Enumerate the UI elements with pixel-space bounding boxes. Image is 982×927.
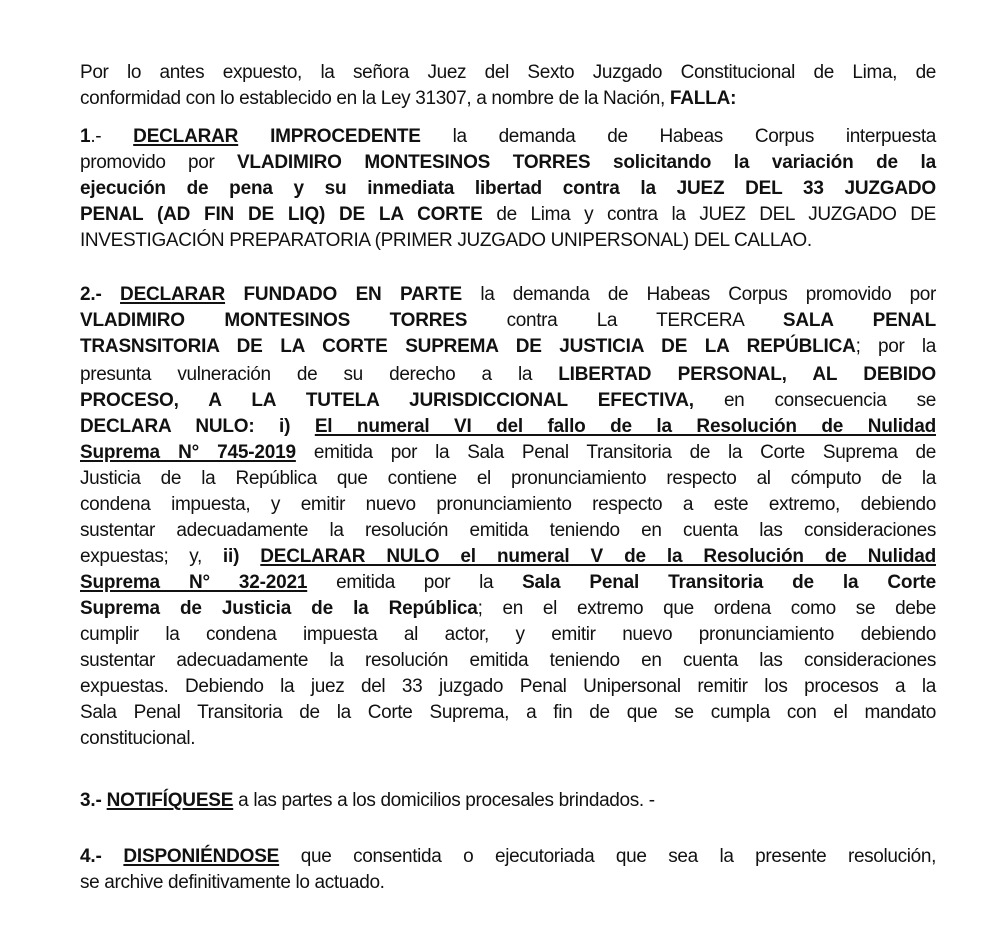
item2-line-14 (80, 622, 936, 648)
item1-bold-text: ejecución de pena y su inmediata libertad contra la JUEZ DEL 33 JUZGADO (80, 178, 936, 199)
item4-text: que consentida o ejecutoriada que sea la presente resolución, (279, 846, 936, 867)
item2-line-1 (80, 282, 936, 308)
item4-line-1 (80, 844, 936, 870)
item2-text: sustentar adecuadamente la resolución emitida teniendo en cuenta las consideraciones (80, 520, 936, 541)
item1-line-4 (80, 202, 936, 228)
item1-separator: .- (90, 126, 134, 147)
item2-text: cumplir la condena impuesta al actor, y emitir nuevo pronunciamiento debiendo (80, 624, 936, 645)
item2-bold-text: Sala Penal Transitoria de la Corte (522, 572, 937, 593)
item2-text: condena impuesta, y emitir nuevo pronunciamiento respecto a este extremo, debiendo (80, 494, 936, 515)
item4-verb: DISPONIÉNDOSE (123, 846, 280, 867)
item2-line-17 (80, 700, 936, 726)
item2-text: ; por la (855, 336, 936, 357)
item2-line-5 (80, 388, 936, 414)
item2-ruling: FUNDADO EN PARTE (225, 284, 463, 305)
item2-line-11 (80, 544, 936, 570)
item2-line-10 (80, 518, 936, 544)
resolution-32-2021: Suprema N° 32-2021 (80, 572, 308, 593)
item1-line-1 (80, 124, 936, 150)
item1-verb: DECLARAR (133, 126, 239, 147)
item2-text: expuestas; y, (80, 546, 223, 567)
item2-bold-text: LIBERTAD PERSONAL, AL DEBIDO (558, 364, 936, 385)
item1-ruling: IMPROCEDENTE (270, 126, 421, 147)
item1-text: promovido por (80, 152, 237, 173)
intro-text: Por lo antes expuesto, la señora Juez del Sexto Juzgado Constitucional de Lima, de (80, 62, 936, 83)
item2-line-3 (80, 334, 936, 360)
item1-text: INVESTIGACIÓN PREPARATORIA (PRIMER JUZGADO UNIPERSONAL) DEL CALLAO. (80, 230, 812, 251)
item2-text: emitida por la Sala Penal Transitoria de la Corte Suprema de (295, 442, 936, 463)
item2-line-7 (80, 440, 936, 466)
item2-text: emitida por la (307, 572, 523, 593)
item1-bold-text: VLADIMIRO MONTESINOS TORRES solicitando la variación de la (236, 152, 936, 173)
intro-line-2 (80, 86, 936, 112)
item2-text: Justicia de la República que contiene el pronunciamiento respecto al cómputo de la (80, 468, 936, 489)
item3-number: 3.- (80, 790, 107, 811)
item2-bold-text: VLADIMIRO MONTESINOS TORRES (80, 310, 468, 331)
item2-text: Sala Penal Transitoria de la Corte Suprema, a fin de que se cumpla con el mandato (80, 702, 936, 723)
item2-bold-text: DECLARA NULO: i) (80, 416, 315, 437)
item3-text: a las partes a los domicilios procesales brindados. - (233, 790, 655, 811)
item2-line-4 (80, 362, 936, 388)
item2-text: constitucional. (80, 728, 196, 749)
item2-line-8 (80, 466, 936, 492)
item1-line-3 (80, 176, 936, 202)
item2-line-12 (80, 570, 936, 596)
item2-text: en consecuencia se (693, 390, 936, 411)
item2-line-6 (80, 414, 936, 440)
item3-line-1 (80, 788, 936, 814)
item4-text: se archive definitivamente lo actuado. (80, 872, 385, 893)
item1-line-2 (80, 150, 936, 176)
item2-line-18 (80, 726, 936, 752)
intro-line-1 (80, 60, 936, 86)
item3-verb: NOTIFÍQUESE (106, 790, 234, 811)
item1-text: la demanda de Habeas Corpus interpuesta (420, 126, 937, 147)
item2-bold-text: Suprema de Justicia de la República (80, 598, 478, 619)
item2-underlined-text: El numeral VI del fallo de la Resolución de Nulidad (314, 416, 936, 437)
item2-bold-text: ii) (222, 546, 261, 567)
resolution-745-2019: Suprema N° 745-2019 (80, 442, 296, 463)
item1-line-5 (80, 228, 936, 254)
item1-bold-text: PENAL (AD FIN DE LIQ) DE LA CORTE (80, 204, 483, 225)
item2-underlined-text: DECLARAR NULO el numeral V de la Resolución de Nulidad (260, 546, 936, 567)
item2-text: contra La TERCERA (467, 310, 783, 331)
item4-line-2 (80, 870, 936, 896)
item2-text: ; en el extremo que ordena como se debe (477, 598, 937, 619)
item2-text: sustentar adecuadamente la resolución emitida teniendo en cuenta las consideraciones (80, 650, 936, 671)
item2-text: la demanda de Habeas Corpus promovido por (462, 284, 937, 305)
item2-bold-text: TRASNSITORIA DE LA CORTE SUPREMA DE JUSTICIA DE LA REPÚBLICA (80, 336, 856, 357)
item2-line-2 (80, 308, 936, 334)
item1-number: 1 (80, 126, 91, 147)
item2-line-13 (80, 596, 936, 622)
item2-verb: DECLARAR (120, 284, 226, 305)
falla-heading: FALLA: (669, 88, 737, 109)
item2-line-16 (80, 674, 936, 700)
item2-line-15 (80, 648, 936, 674)
item2-number: 2.- (80, 284, 121, 305)
item1-text: de Lima y contra la JUEZ DEL JUZGADO DE (482, 204, 936, 225)
item2-bold-text: PROCESO, A LA TUTELA JURISDICCIONAL EFECTIVA, (80, 390, 694, 411)
item2-line-9 (80, 492, 936, 518)
item2-bold-text: SALA PENAL (782, 310, 936, 331)
item4-number: 4.- (80, 846, 124, 867)
intro-text: conformidad con lo establecido en la Ley 31307, a nombre de la Nación, (80, 88, 670, 109)
item2-text: presunta vulneración de su derecho a la (80, 364, 559, 385)
item2-text: expuestas. Debiendo la juez del 33 juzgado Penal Unipersonal remitir los procesos a la (80, 676, 936, 697)
